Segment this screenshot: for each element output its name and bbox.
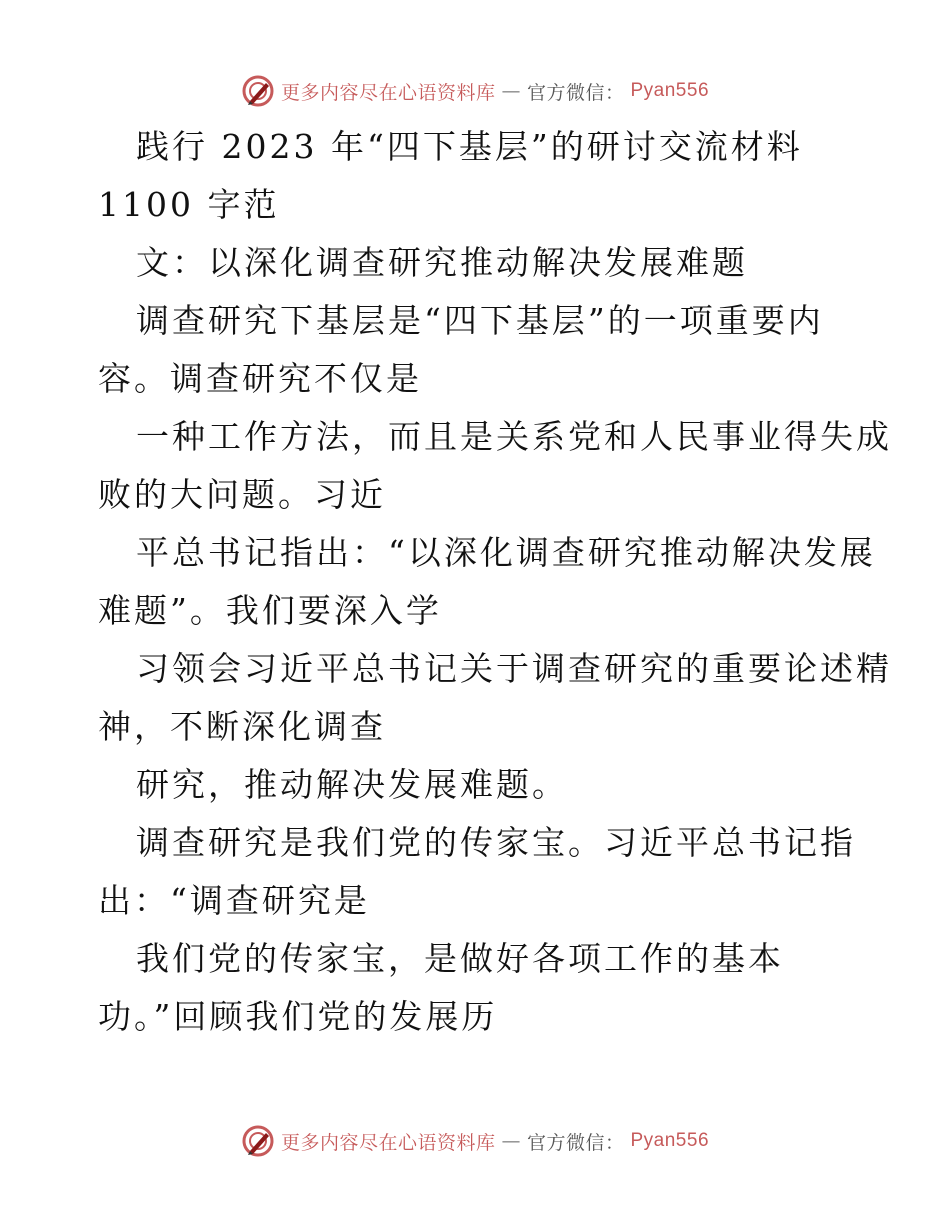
text-line: 习领会习近平总书记关于调查研究的重要论述精 xyxy=(136,649,892,688)
text-line: 践行 2023 年“四下基层”的研讨交流材料 xyxy=(136,127,803,166)
text-line: 难题”。我们要深入学 xyxy=(98,591,442,630)
text-line: 败的大问题。习近 xyxy=(98,475,386,514)
text-line: 1100 字范 xyxy=(98,185,280,224)
text-line: 文：以深化调查研究推动解决发展难题 xyxy=(136,243,748,282)
watermark-wechat-id: Pyan556 xyxy=(630,80,710,101)
text-line: 神，不断深化调查 xyxy=(98,707,386,746)
text-line: 容。调查研究不仅是 xyxy=(98,359,422,398)
text-line: 功。”回顾我们党的发展历 xyxy=(98,997,498,1036)
text-line: 我们党的传家宝，是做好各项工作的基本 xyxy=(136,939,784,978)
watermark-dash: — xyxy=(501,1130,521,1152)
watermark-text: 更多内容尽在心语资料库 xyxy=(280,81,496,104)
pen-logo-icon xyxy=(241,74,275,108)
text-line: 平总书记指出：“以深化调查研究推动解决发展 xyxy=(136,533,876,572)
text-line: 出：“调查研究是 xyxy=(98,881,370,920)
footer-watermark xyxy=(0,1124,950,1158)
pen-logo-icon xyxy=(241,1124,275,1158)
header-watermark xyxy=(0,74,950,108)
text-line: 调查研究下基层是“四下基层”的一项重要内 xyxy=(136,301,824,340)
document-body xyxy=(98,118,892,1046)
watermark-text: 更多内容尽在心语资料库 xyxy=(280,1131,496,1154)
watermark-wechat-id: Pyan556 xyxy=(630,1130,710,1151)
text-line: 研究，推动解决发展难题。 xyxy=(136,765,568,804)
text-line: 调查研究是我们党的传家宝。习近平总书记指 xyxy=(136,823,856,862)
watermark-label: 官方微信： xyxy=(526,1131,625,1154)
watermark-label: 官方微信： xyxy=(526,81,625,104)
text-line: 一种工作方法，而且是关系党和人民事业得失成 xyxy=(136,417,892,456)
watermark-dash: — xyxy=(501,80,521,102)
